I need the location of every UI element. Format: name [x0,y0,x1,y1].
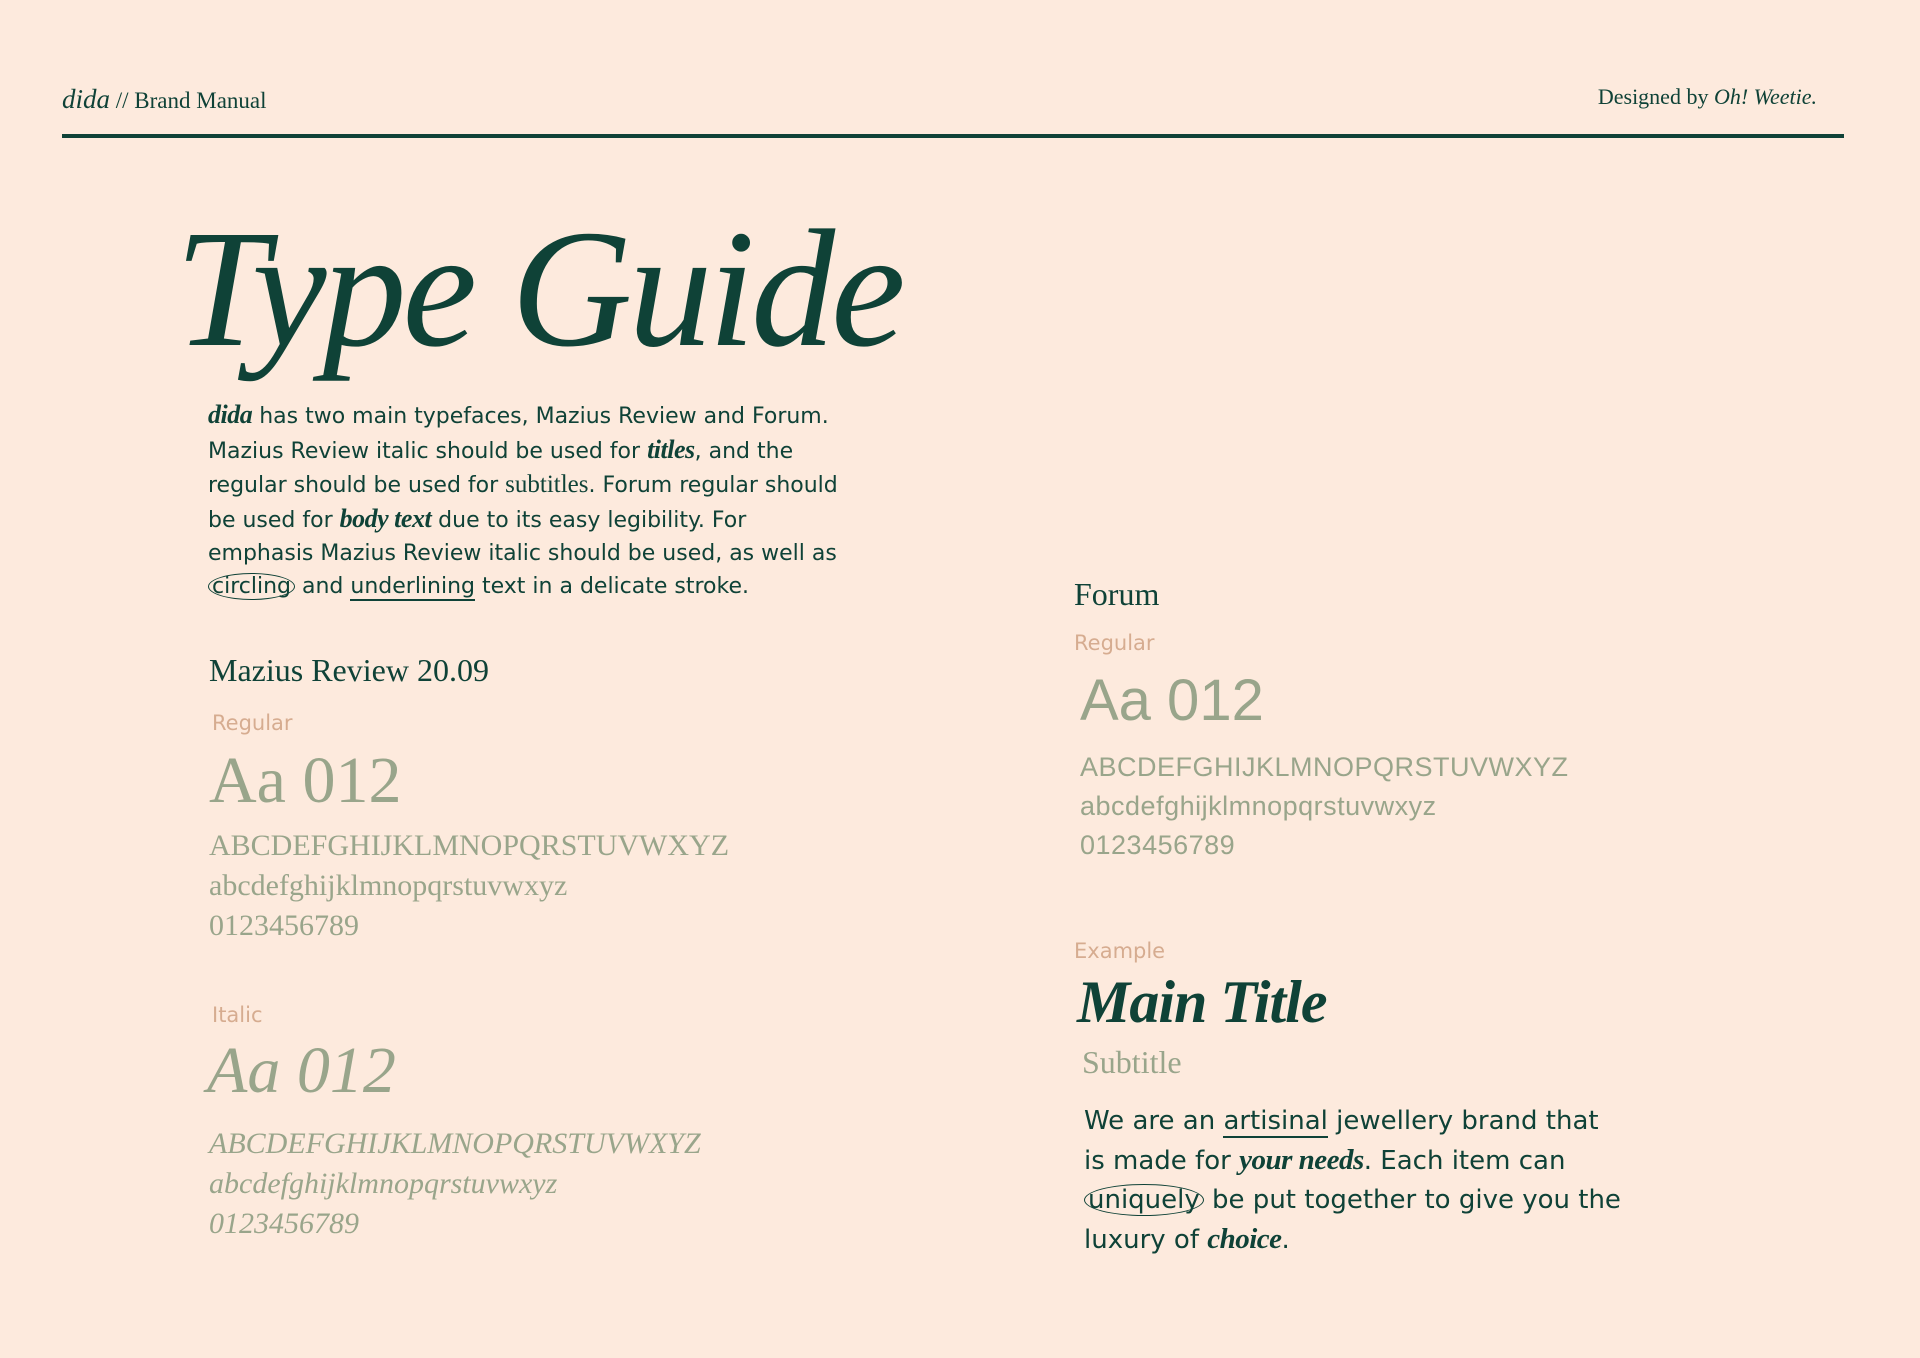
mazius-regular-digits: 0123456789 [209,909,359,942]
example-choice: choice [1207,1223,1282,1255]
intro-text-6: text in a delicate stroke. [475,574,749,599]
forum-regular-label: Regular [1074,631,1155,655]
mazius-regular-label: Regular [212,711,293,735]
forum-regular-digits: 0123456789 [1080,830,1236,860]
example-main-title: Main Title [1077,969,1327,1035]
example-uniquely: uniquely [1084,1184,1204,1216]
mazius-italic-lowercase: abcdefghijklmnopqrstuvwxyz [209,1167,558,1200]
brand-separator: // [110,88,135,113]
example-subtitle: Subtitle [1082,1044,1182,1080]
example-label: Example [1074,939,1166,963]
intro-text-1: has two main typefaces, Mazius Review and Forum. Mazius Review italic should be used for [208,404,829,464]
forum-regular-sample: Aa 012 [1080,668,1264,733]
mazius-regular-lowercase: abcdefghijklmnopqrstuvwxyz [209,869,568,902]
designer-credit [1598,84,1817,110]
mazius-regular-uppercase: ABCDEFGHIJKLMNOPQRSTUVWXYZ [209,829,730,862]
forum-regular-uppercase: ABCDEFGHIJKLMNOPQRSTUVWXYZ [1080,752,1569,782]
intro-text-5: and [295,574,351,599]
forum-face-name: Forum [1074,576,1160,612]
mazius-italic-sample: Aa 012 [207,1034,396,1107]
brand-logo: dida [62,84,111,114]
mazius-italic-uppercase: ABCDEFGHIJKLMNOPQRSTUVWXYZ [209,1127,701,1160]
intro-text-4: due to its easy legibility. For emphasis Mazius Review italic should be used, as well as [208,508,837,566]
example-body-paragraph [1084,1102,1624,1260]
credit-studio: Oh! Weetie. [1713,84,1817,109]
intro-brand: dida [208,400,253,429]
example-text-3: . Each item can [1363,1146,1566,1176]
mazius-italic-digits: 0123456789 [209,1207,359,1240]
document-name: Brand Manual [134,88,267,113]
forum-regular-lowercase: abcdefghijklmnopqrstuvwxyz [1080,791,1437,821]
example-artisinal: artisinal [1223,1106,1328,1136]
intro-subtitles: subtitles [505,471,589,498]
credit-prefix: Designed by [1597,84,1714,109]
intro-underlining: underlining [350,574,476,599]
intro-circling: circling [208,573,295,600]
example-text-5: . [1281,1225,1290,1255]
intro-titles: titles [647,435,695,464]
example-your-needs: your needs [1239,1144,1364,1176]
brand-header [62,84,267,115]
mazius-regular-sample: Aa 012 [209,744,402,817]
mazius-italic-label: Italic [212,1003,263,1027]
header-divider [62,134,1844,138]
example-text-1: We are an [1084,1106,1224,1136]
intro-text-3: . Forum regular should be used for [208,473,838,533]
intro-body-text: body text [339,504,432,533]
page-title: Type Guide [175,196,902,382]
example-text-2: jewellery brand that is made for [1084,1106,1599,1176]
example-text-4: be put together to give you the luxury of [1084,1185,1621,1255]
intro-text-2: , and the regular should be used for [208,439,794,498]
mazius-face-name: Mazius Review 20.09 [209,652,489,688]
intro-paragraph [208,398,858,603]
